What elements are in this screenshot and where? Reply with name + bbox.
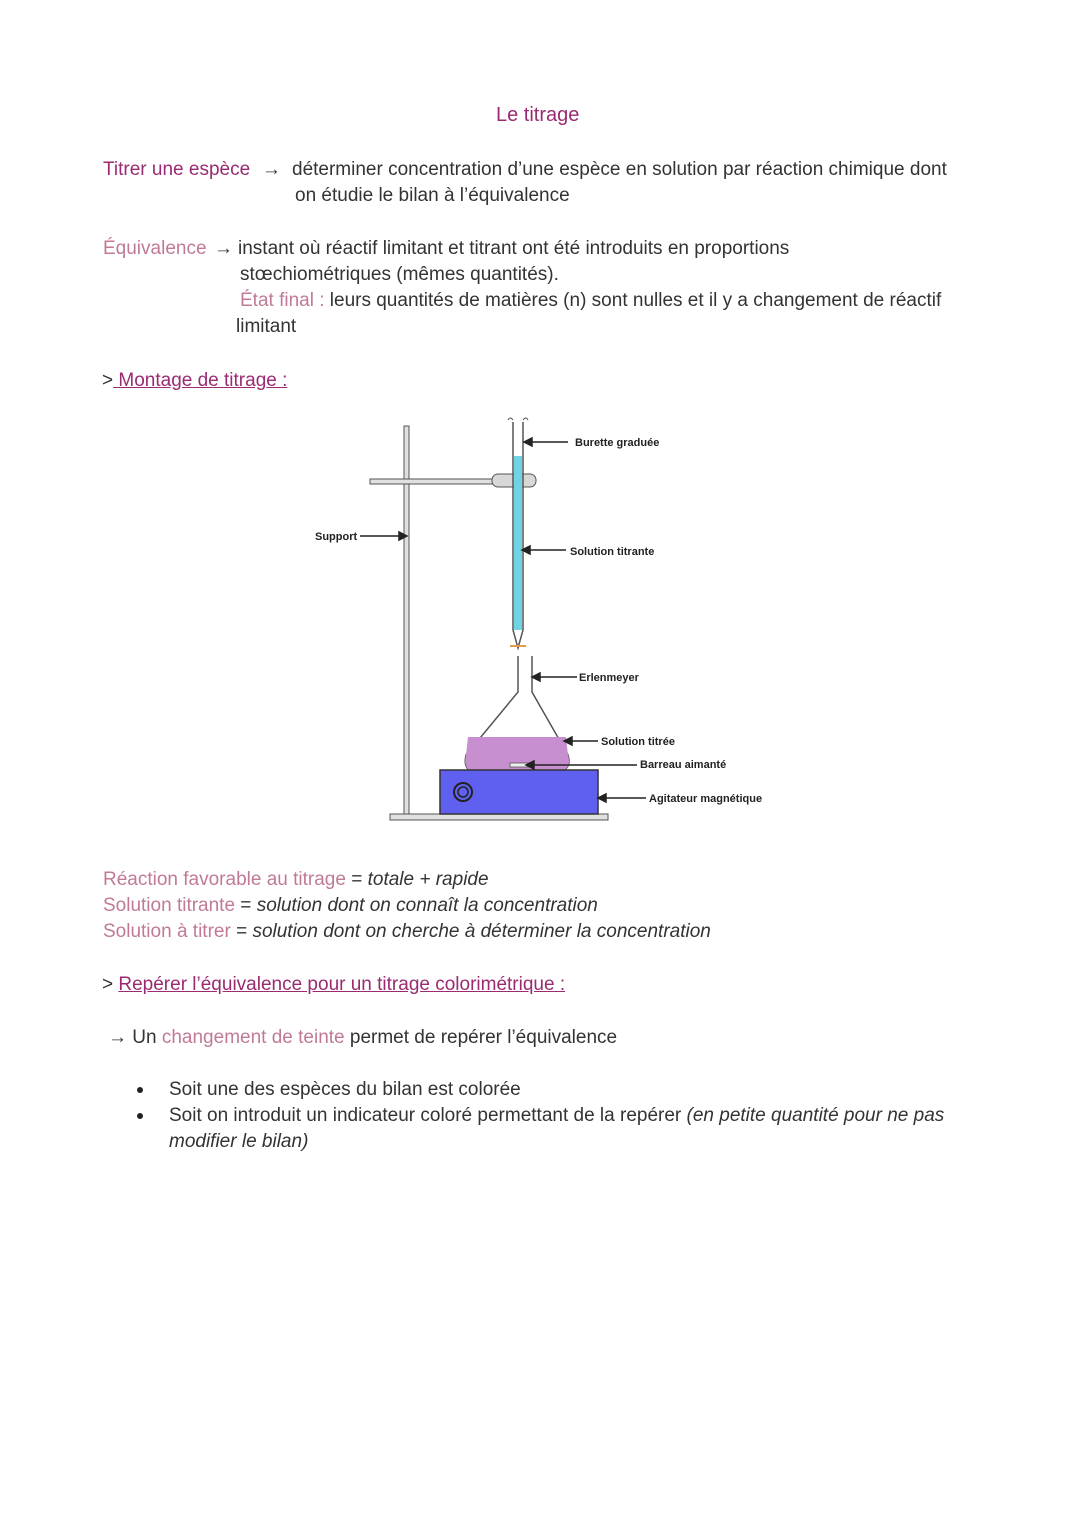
equivalence-line-1: instant où réactif limitant et titrant ont été introduits en proportions (238, 238, 790, 259)
section-montage-prefix: > (102, 370, 114, 391)
label-solution-titrante: Solution titrante (570, 546, 655, 558)
fact-a-titrer-eq: = (230, 921, 253, 942)
teinte-line (108, 1025, 617, 1051)
label-agitateur: Agitateur magnétique (649, 793, 763, 805)
titrant-liquid (514, 456, 522, 630)
burette-rim (508, 418, 528, 420)
section-colorimetrique-heading: Repérer l’équivalence pour un titrage colorimétrique : (118, 974, 566, 995)
term-titrer: Titrer une espèce (103, 159, 251, 180)
bullet-2-text: Soit on introduit un indicateur coloré permettant de la repérer (169, 1105, 687, 1126)
section-montage-heading: Montage de titrage : (113, 370, 288, 391)
fact-reaction-term: Réaction favorable au titrage (103, 869, 346, 890)
fact-reaction-value: totale + rapide (367, 869, 489, 890)
fact-reaction-eq: = (345, 869, 368, 890)
bullet-2 (169, 1103, 944, 1129)
fact-a-titrer-term: Solution à titrer (103, 921, 231, 942)
equivalence-line-4: limitant (236, 316, 297, 337)
fact-titrante-eq: = (235, 895, 257, 916)
support-base (390, 814, 608, 820)
magnetic-stirrer (440, 770, 598, 814)
bullet-1: Soit une des espèces du bilan est colorée (169, 1079, 521, 1100)
label-support: Support (315, 531, 358, 543)
fact-a-titrer-value: solution dont on cherche à déterminer la concentration (252, 921, 711, 942)
equivalence-line-2: stœchiométriques (mêmes quantités). (240, 264, 559, 285)
label-erlenmeyer: Erlenmeyer (579, 672, 639, 684)
term-equivalence: Équivalence (103, 238, 207, 259)
arrow-erlenmeyer-head (532, 673, 540, 681)
bullet-2-line-2: modifier le bilan) (169, 1131, 309, 1152)
arrow-equivalence: → (214, 238, 233, 259)
fact-titrante-value: solution dont on connaît la concentration (256, 895, 598, 916)
section-montage (102, 368, 287, 394)
term-etat-final: État final : (240, 290, 325, 311)
teinte-after: permet de repérer l’équivalence (344, 1027, 618, 1048)
titration-diagram (300, 410, 800, 830)
fact-a-titrer (103, 919, 711, 945)
fact-titrante (103, 893, 598, 919)
titrer-line-1: déterminer concentration d’une espèce en solution par réaction chimique dont (292, 159, 947, 180)
arrow-titrer: → (262, 159, 281, 180)
fact-titrante-term: Solution titrante (103, 895, 236, 916)
etat-final-line (240, 288, 941, 314)
arrow-agitateur-head (598, 794, 606, 802)
page-title: Le titrage (496, 104, 580, 126)
bullet-dot-2 (137, 1113, 143, 1119)
definition-titrer (103, 157, 250, 183)
titrer-line-2: on étudie le bilan à l’équivalence (295, 185, 570, 206)
label-solution-titree: Solution titrée (601, 736, 675, 748)
teinte-term: changement de teinte (161, 1027, 345, 1048)
label-burette: Burette graduée (575, 437, 660, 449)
bullet-2-italic: (en petite quantité pour ne pas (686, 1105, 945, 1126)
label-barreau: Barreau aimanté (640, 759, 727, 771)
fact-reaction (103, 867, 489, 893)
teinte-arrow: → (108, 1027, 127, 1048)
section-colorimetrique (102, 972, 565, 998)
bullet-dot-1 (137, 1087, 143, 1093)
teinte-before: Un (127, 1027, 162, 1048)
section-colorimetrique-prefix: > (102, 974, 119, 995)
arrow-burette-head (524, 438, 532, 446)
etat-final-text: leurs quantités de matières (n) sont nulles et il y a changement de réactif (329, 290, 942, 311)
